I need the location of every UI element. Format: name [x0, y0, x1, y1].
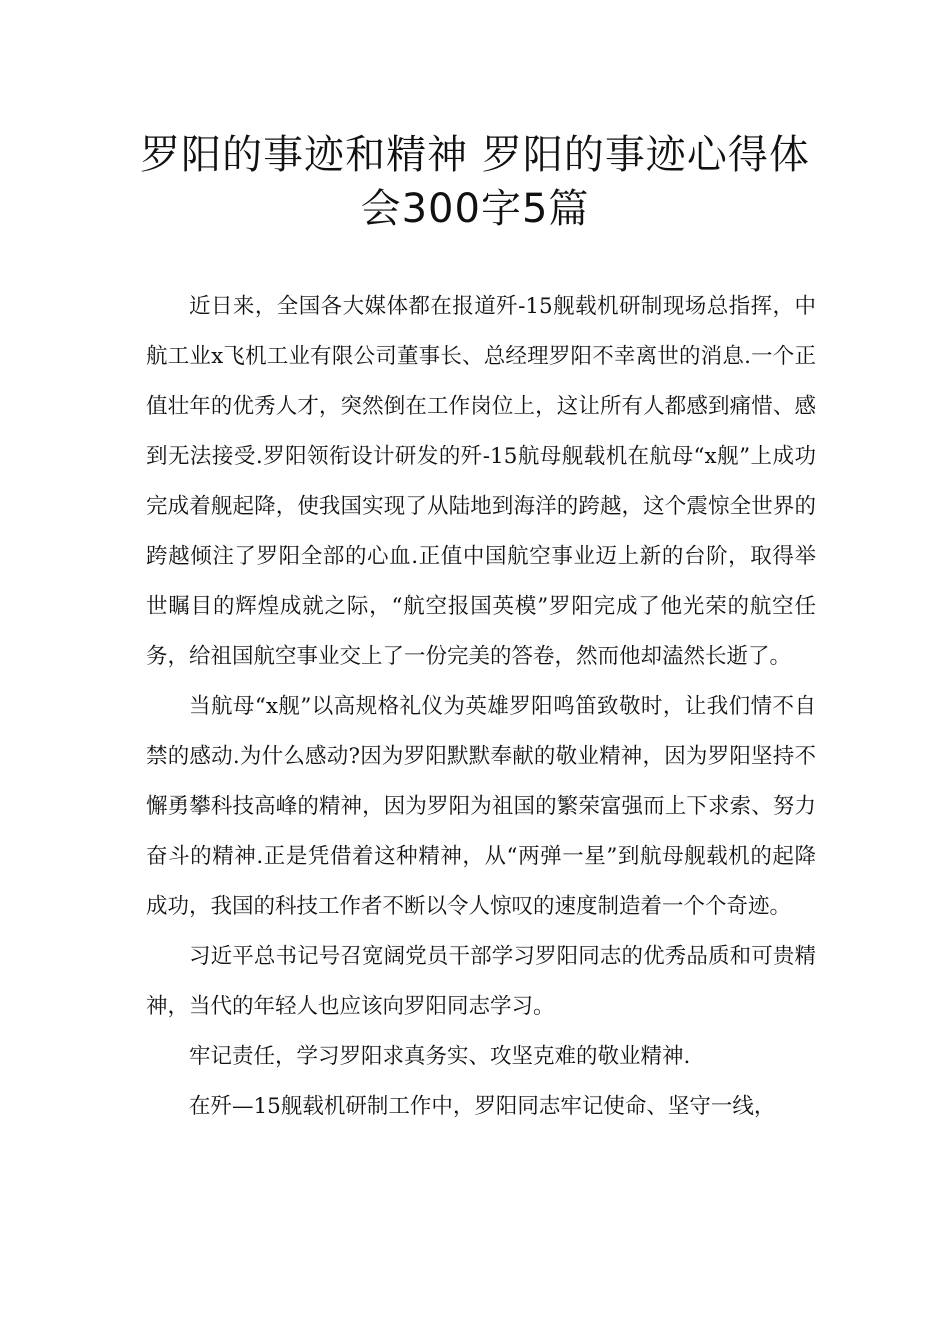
title-line-1: 罗阳的事迹和精神 罗阳的事迹心得体	[140, 132, 810, 178]
paragraph-1: 近日来，全国各大媒体都在报道歼-15舰载机研制现场总指挥，中航工业x飞机工业有限公司董事长、总经理罗阳不幸离世的消息.一个正值壮年的优秀人才，突然倒在工作岗位上，这让所有人都感到痛惜、感到无法接受.罗阳领衔设计研发的歼-15航母舰载机在航母“x舰”上成功完成着舰起降，使我国实现了从陆地到海洋的跨越，这个震惊全世界的跨越倾注了罗阳全部的心血.正值中国航空事业迈上新的台阶，取得举世瞩目的辉煌成就之际，“航空报国英模”罗阳完成了他光荣的航空任务，给祖国航空事业交上了一份完美的答卷，然而他却溘然长逝了。	[146, 294, 816, 669]
paragraph-4: 牢记责任，学习罗阳求真务实、攻坚克难的敬业精神.	[189, 1044, 691, 1069]
title-line-2: 会300字5篇	[360, 186, 590, 232]
paragraph-3: 习近平总书记号召宽阔党员干部学习罗阳同志的优秀品质和可贵精神，当代的年轻人也应该向罗阳同志学习。	[146, 944, 816, 1019]
document-body	[146, 282, 816, 1132]
paragraph-2: 当航母“x舰”以高规格礼仪为英雄罗阳鸣笛致敬时，让我们情不自禁的感动.为什么感动?因为罗阳默默奉献的敬业精神，因为罗阳坚持不懈勇攀科技高峰的精神，因为罗阳为祖国的繁荣富强而上下求索、努力奋斗的精神.正是凭借着这种精神，从“两弹一星”到航母舰载机的起降成功，我国的科技工作者不断以令人惊叹的速度制造着一个个奇迹。	[146, 694, 816, 919]
document-title	[100, 128, 850, 236]
paragraph-5: 在歼—15舰载机研制工作中，罗阳同志牢记使命、坚守一线，	[189, 1094, 776, 1119]
